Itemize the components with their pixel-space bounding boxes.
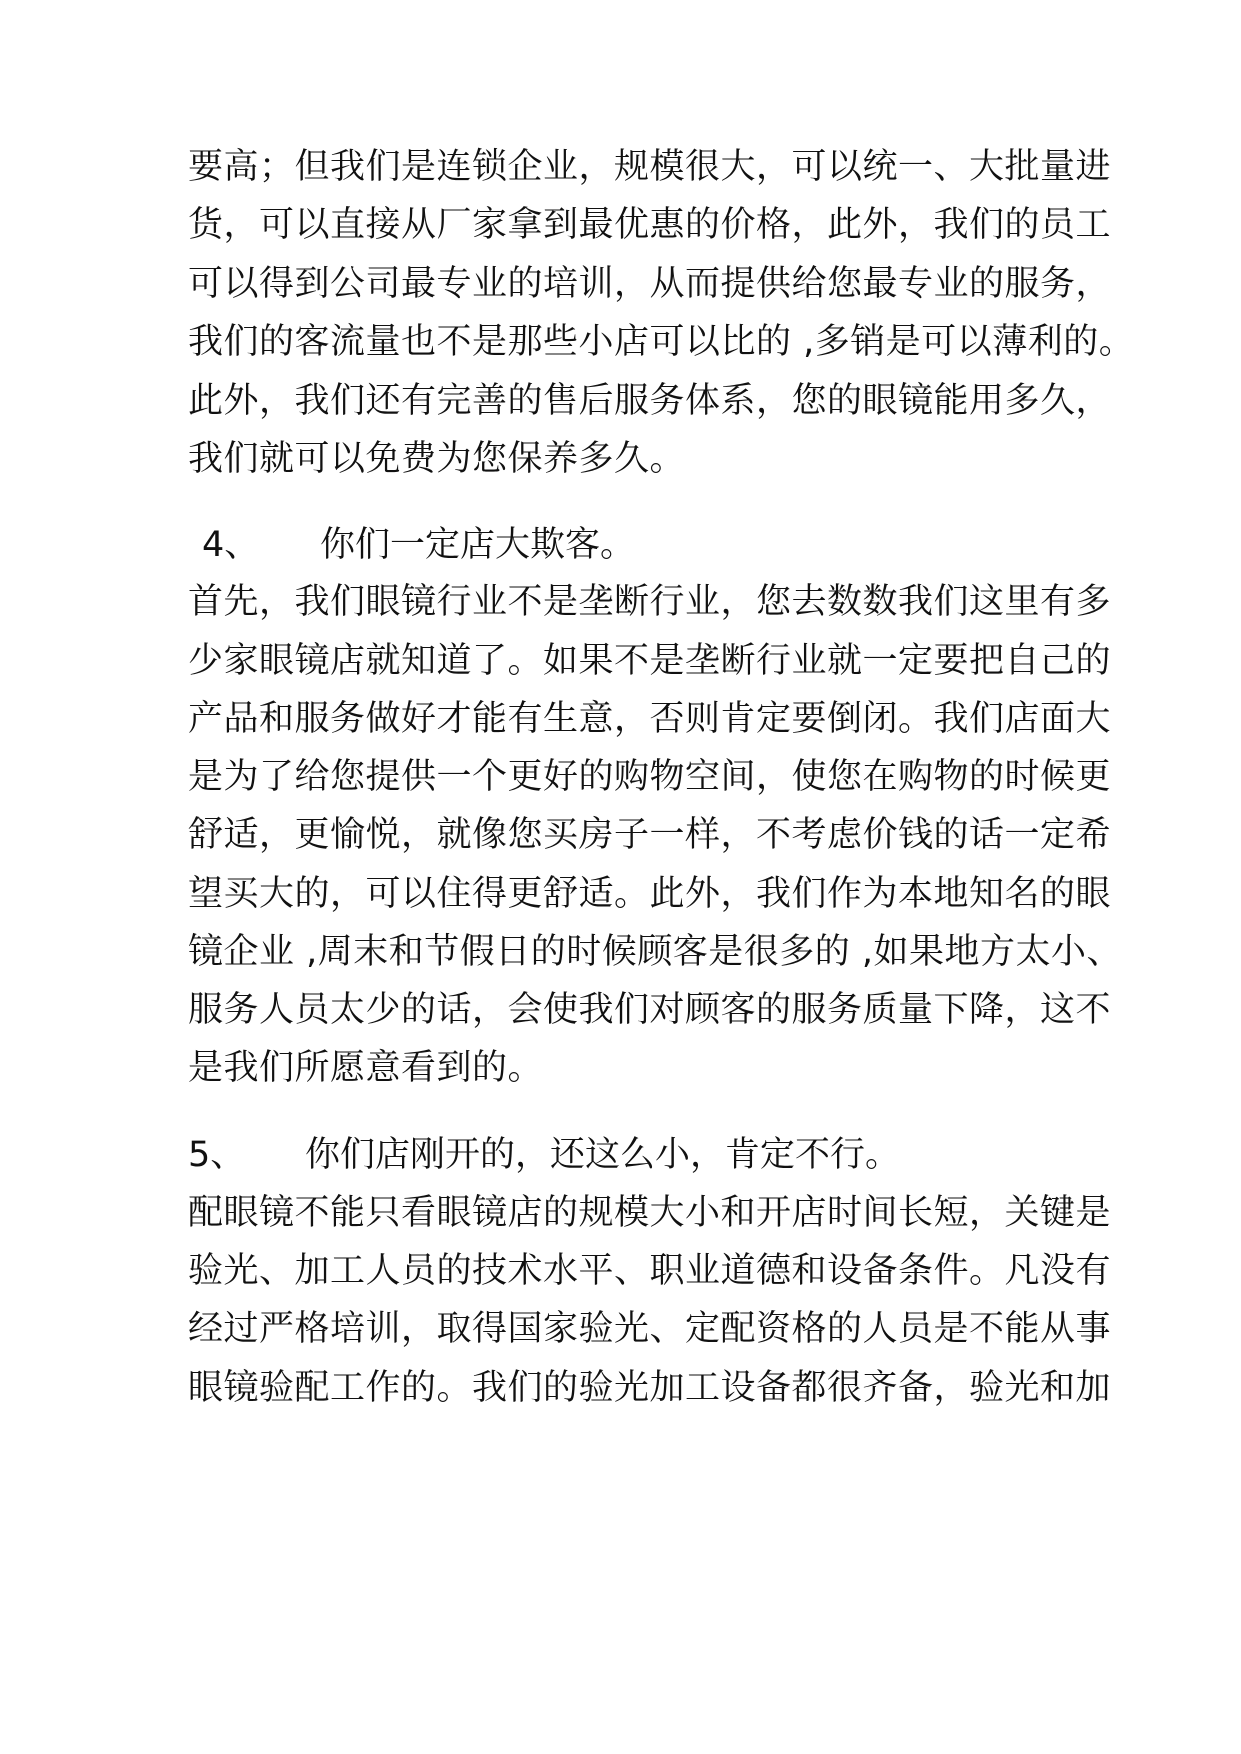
paragraph-3-line-1: 配眼镜不能只看眼镜店的规模大小和开店时间长短，关键是 bbox=[188, 1193, 1112, 1233]
paragraph-2-line-7: 镜企业 ,周末和节假日的时候顾客是很多的 ,如果地方太小、 bbox=[188, 932, 1123, 972]
item-5-title: 你们店刚开的，还这么小，肯定不行。 bbox=[305, 1135, 901, 1175]
paragraph-2-line-8: 服务人员太少的话，会使我们对顾客的服务质量下降，这不 bbox=[188, 990, 1112, 1030]
paragraph-3-line-3: 经过严格培训，取得国家验光、定配资格的人员是不能从事 bbox=[188, 1309, 1112, 1349]
paragraph-3-line-2: 验光、加工人员的技术水平、职业道德和设备条件。凡没有 bbox=[188, 1251, 1112, 1291]
paragraph-2-line-6: 望买大的，可以住得更舒适。此外，我们作为本地知名的眼 bbox=[188, 874, 1112, 914]
paragraph-2-line-5: 舒适，更愉悦，就像您买房子一样，不考虑价钱的话一定希 bbox=[188, 815, 1112, 855]
paragraph-2-line-3: 产品和服务做好才能有生意，否则肯定要倒闭。我们店面大 bbox=[188, 699, 1112, 739]
paragraph-1-line-4: 我们的客流量也不是那些小店可以比的 ,多销是可以薄利的。 bbox=[188, 322, 1135, 362]
item-5-number: 5、 bbox=[188, 1135, 246, 1175]
paragraph-1-line-1: 要高；但我们是连锁企业，规模很大，可以统一、大批量进 bbox=[188, 147, 1112, 187]
paragraph-3-line-4: 眼镜验配工作的。我们的验光加工设备都很齐备，验光和加 bbox=[188, 1368, 1112, 1408]
item-4-heading bbox=[188, 523, 1068, 567]
paragraph-1-line-3: 可以得到公司最专业的培训，从而提供给您最专业的服务， bbox=[188, 264, 1112, 304]
paragraph-1-line-2: 货，可以直接从厂家拿到最优惠的价格，此外，我们的员工 bbox=[188, 205, 1112, 245]
paragraph-2-line-2: 少家眼镜店就知道了。如果不是垄断行业就一定要把自己的 bbox=[188, 641, 1112, 681]
paragraph-1-line-6: 我们就可以免费为您保养多久。 bbox=[188, 439, 686, 479]
paragraph-2-line-9: 是我们所愿意看到的。 bbox=[188, 1048, 544, 1088]
paragraph-1-line-5: 此外，我们还有完善的售后服务体系，您的眼镜能用多久， bbox=[188, 381, 1112, 421]
item-4-number: 4、 bbox=[202, 525, 260, 565]
paragraph-2-line-1: 首先，我们眼镜行业不是垄断行业，您去数数我们这里有多 bbox=[188, 582, 1112, 622]
item-4-title: 你们一定店大欺客。 bbox=[320, 525, 636, 565]
item-5-heading bbox=[188, 1133, 1068, 1177]
paragraph-2-line-4: 是为了给您提供一个更好的购物空间，使您在购物的时候更 bbox=[188, 757, 1112, 797]
